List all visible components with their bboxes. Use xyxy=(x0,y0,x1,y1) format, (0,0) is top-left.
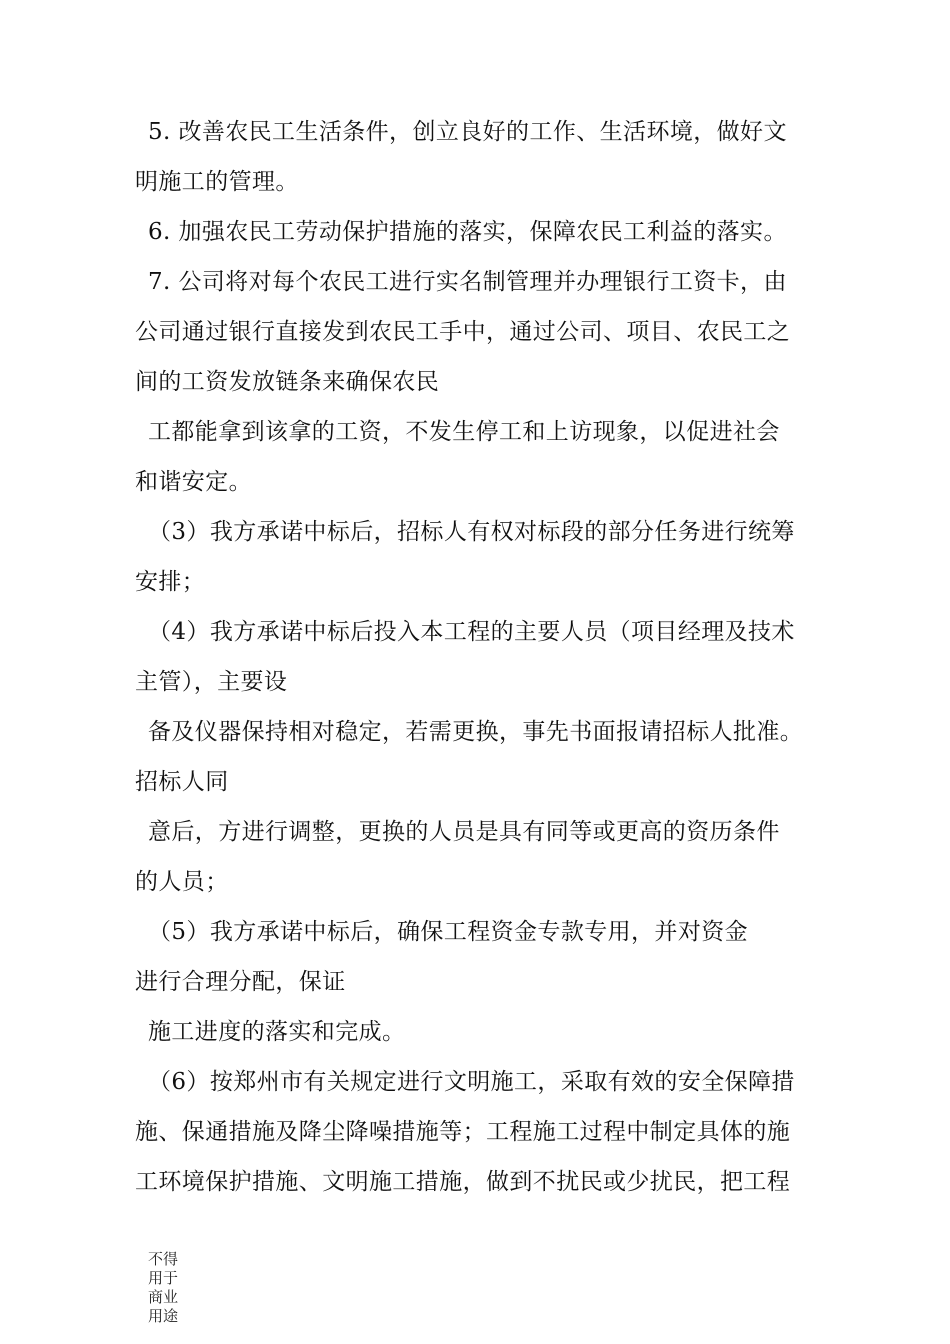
paragraph-line: 主管），主要设 xyxy=(135,669,288,695)
paragraph-line: （3）我方承诺中标后，招标人有权对标段的部分任务进行统筹 xyxy=(148,519,795,545)
paragraph-line: 工都能拿到该拿的工资，不发生停工和上访现象，以促进社会 xyxy=(148,419,780,445)
paragraph-line: 7. 公司将对每个农民工进行实名制管理并办理银行工资卡，由 xyxy=(148,269,787,295)
paragraph-line: 公司通过银行直接发到农民工手中，通过公司、项目、农民工之 xyxy=(135,319,791,345)
paragraph-line: 6. 加强农民工劳动保护措施的落实，保障农民工利益的落实。 xyxy=(148,219,787,245)
paragraph-line: （4）我方承诺中标后投入本工程的主要人员（项目经理及技术 xyxy=(148,619,795,645)
paragraph-line: （5）我方承诺中标后，确保工程资金专款专用，并对资金 xyxy=(148,919,749,945)
footer-note: 不得用于商业用途 xyxy=(148,1250,179,1325)
paragraph-line: 安排； xyxy=(135,569,206,595)
paragraph-line: （6）按郑州市有关规定进行文明施工，采取有效的安全保障措 xyxy=(148,1069,795,1095)
paragraph-line: 间的工资发放链条来确保农民 xyxy=(135,369,440,395)
paragraph-line: 和谐安定。 xyxy=(135,469,252,495)
paragraph-line: 施、保通措施及降尘降噪措施等；工程施工过程中制定具体的施 xyxy=(135,1119,791,1145)
paragraph-line: 施工进度的落实和完成。 xyxy=(148,1019,406,1045)
paragraph-line: 工环境保护措施、文明施工措施，做到不扰民或少扰民，把工程 xyxy=(135,1169,791,1195)
paragraph-line: 的人员； xyxy=(135,869,229,895)
paragraph-line: 进行合理分配，保证 xyxy=(135,969,346,995)
paragraph-line: 备及仪器保持相对稳定，若需更换，事先书面报请招标人批准。 xyxy=(148,719,804,745)
paragraph-line: 招标人同 xyxy=(135,769,229,795)
paragraph-line: 明施工的管理。 xyxy=(135,169,299,195)
paragraph-line: 5. 改善农民工生活条件，创立良好的工作、生活环境，做好文 xyxy=(148,119,787,145)
paragraph-line: 意后，方进行调整，更换的人员是具有同等或更高的资历条件 xyxy=(148,819,780,845)
